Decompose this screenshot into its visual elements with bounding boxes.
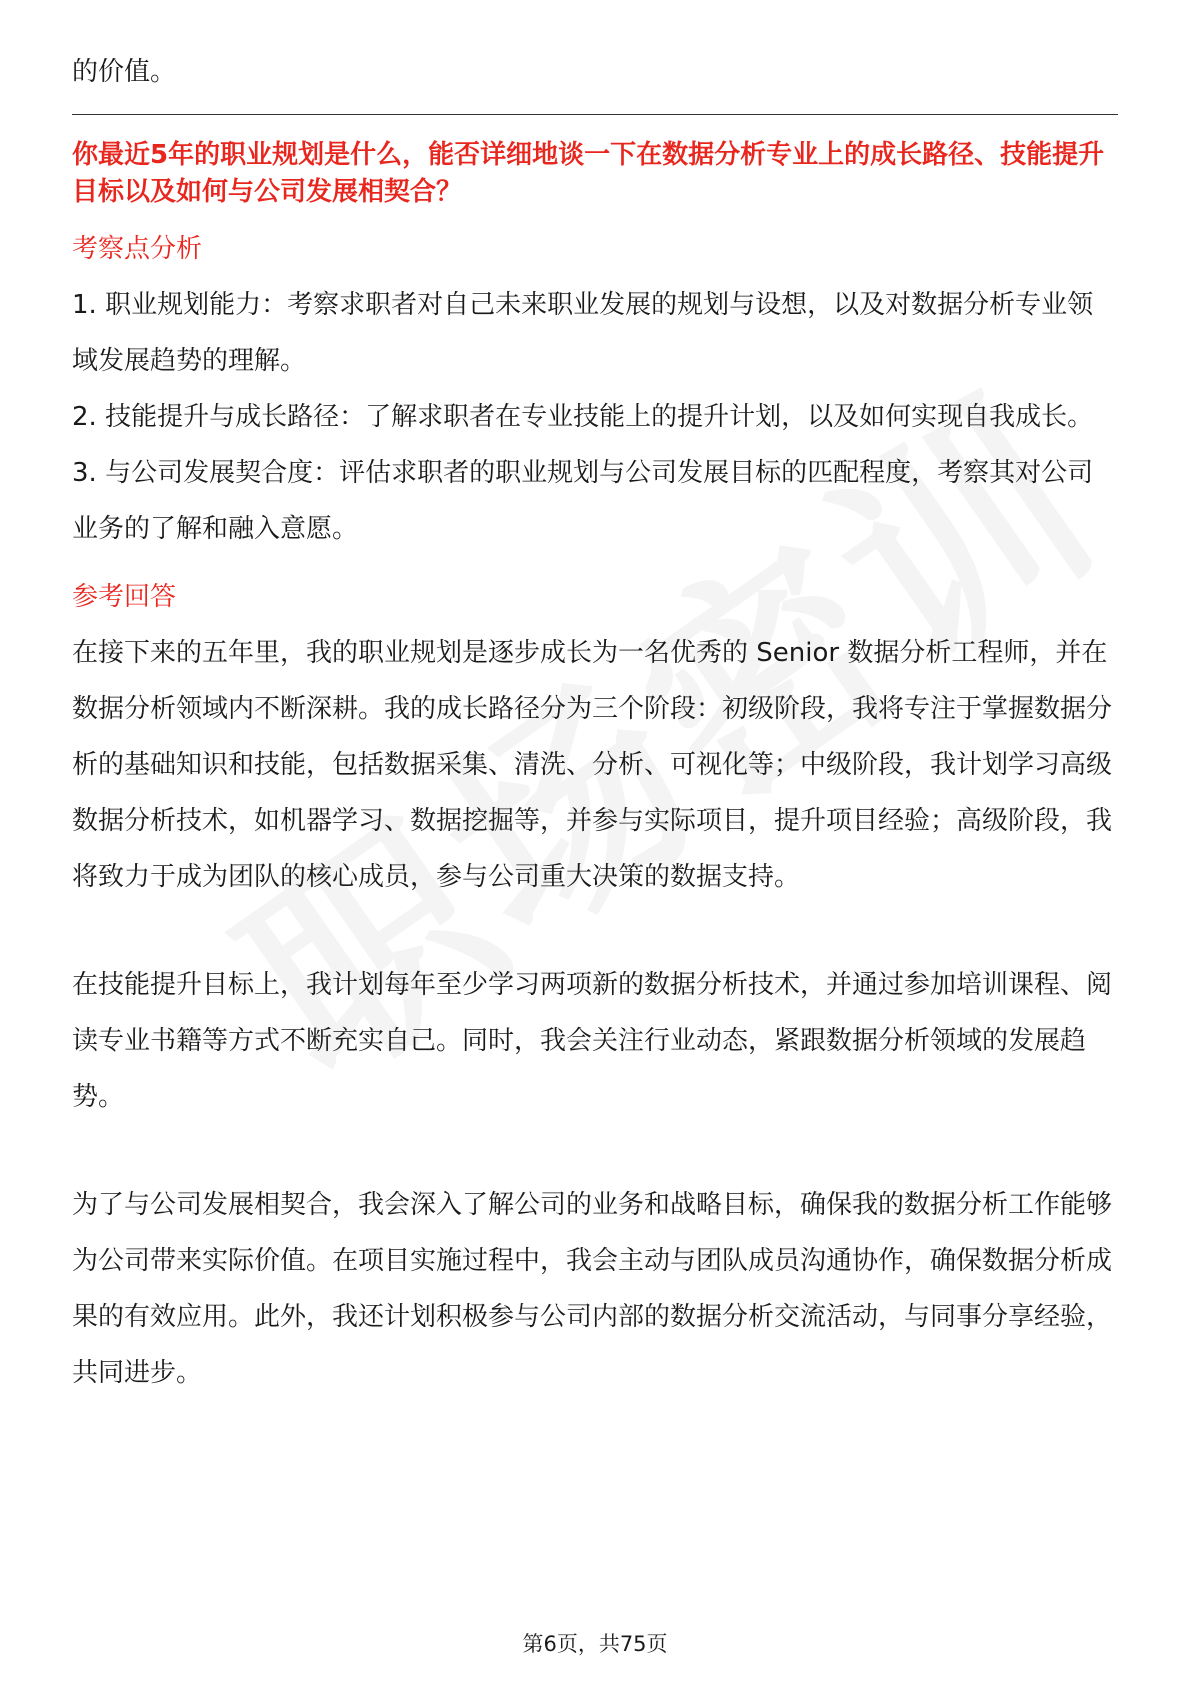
interview-question: 你最近5年的职业规划是什么，能否详细地谈一下在数据分析专业上的成长路径、技能提升目标以及如何与公司发展相契合？ (72, 140, 1105, 207)
analysis-item: 3. 与公司发展契合度：评估求职者的职业规划与公司发展目标的匹配程度，考察其对公司业务的了解和融入意愿。 (72, 458, 1094, 544)
continued-text: 的价值。 (72, 57, 177, 87)
page-content (72, 48, 1118, 1401)
analysis-title: 考察点分析 (72, 234, 203, 264)
analysis-item: 1. 职业规划能力：考察求职者对自己未来职业发展的规划与设想，以及对数据分析专业领域发展趋势的理解。 (72, 290, 1094, 376)
answer-title: 参考回答 (72, 582, 177, 612)
analysis-item: 2. 技能提升与成长路径：了解求职者在专业技能上的提升计划，以及如何实现自我成长。 (72, 402, 1094, 432)
answer-paragraph: 为了与公司发展相契合，我会深入了解公司的业务和战略目标，确保我的数据分析工作能够为公司带来实际价值。在项目实施过程中，我会主动与团队成员沟通协作，确保数据分析成果的有效应用。此外，我还计划积极参与公司内部的数据分析交流活动，与同事分享经验，共同进步。 (72, 1190, 1113, 1388)
answer-paragraph: 在技能提升目标上，我计划每年至少学习两项新的数据分析技术，并通过参加培训课程、阅读专业书籍等方式不断充实自己。同时，我会关注行业动态，紧跟数据分析领域的发展趋势。 (72, 970, 1113, 1112)
page-number: 第6页，共75页 (522, 1632, 668, 1656)
answer-paragraph: 在接下来的五年里，我的职业规划是逐步成长为一名优秀的 Senior 数据分析工程师，并在数据分析领域内不断深耕。我的成长路径分为三个阶段：初级阶段，我将专注于掌握数据分析的基础知识和技能，包括数据采集、清洗、分析、可视化等；中级阶段，我计划学习高级数据分析技术，如机器学习、数据挖掘等，并参与实际项目，提升项目经验；高级阶段，我将致力于成为团队的核心成员，参与公司重大决策的数据支持。 (72, 638, 1113, 892)
section-divider (72, 114, 1118, 115)
